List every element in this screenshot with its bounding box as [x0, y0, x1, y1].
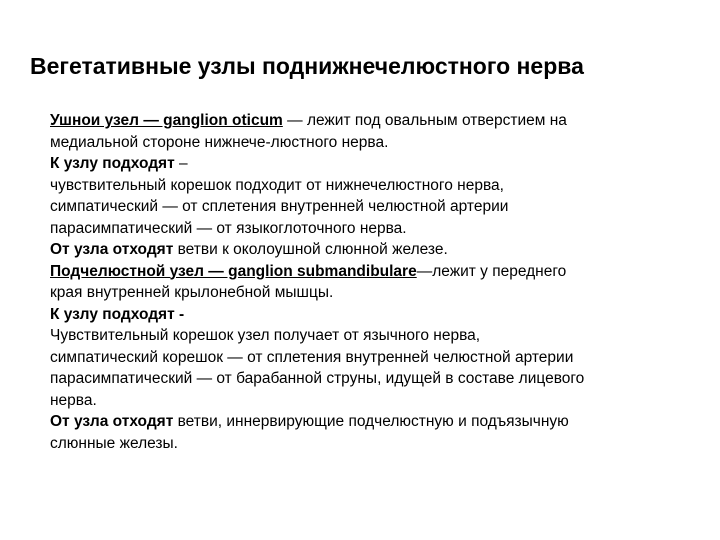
text-segment: симпатический корешок — от сплетения внутренней челюстной артерии [50, 348, 574, 366]
text-line [50, 433, 690, 455]
text-line [50, 218, 690, 240]
section-heading: Ушнои узел — ganglion oticum [50, 112, 283, 129]
text-segment: – [174, 155, 188, 172]
text-line [50, 196, 690, 218]
section-heading: Подчелюстной узел — ganglion submandibulare [50, 262, 417, 280]
text-line [50, 411, 690, 433]
slide-title: Вегетативные узлы поднижнечелюстного нерва [30, 53, 584, 79]
text-segment: ветви к околоушной слюнной железе. [173, 241, 448, 258]
text-line [50, 132, 690, 154]
text-segment: чувствительный корешок подходит от нижнечелюстного нерва, [50, 176, 504, 194]
text-line [50, 368, 690, 390]
text-line [50, 153, 690, 175]
text-line [50, 325, 690, 347]
bold-label: К узлу подходят [50, 155, 175, 172]
text-segment: парасимпатический — от языкоглоточного нерва. [50, 219, 407, 237]
text-line [50, 390, 690, 412]
text-segment: Чувствительный корешок узел получает от язычного нерва, [50, 327, 481, 344]
text-line [50, 110, 690, 132]
text-line [50, 239, 690, 261]
bold-label: К узлу подходят - [50, 305, 185, 323]
text-line [50, 175, 690, 197]
text-segment: слюнные железы. [50, 434, 178, 452]
bold-label: От узла отходят [50, 413, 174, 430]
text-line [50, 347, 690, 369]
slide-body-text [50, 110, 690, 454]
text-segment: края внутренней крылонебной мышцы. [50, 284, 334, 301]
text-segment: симпатический — от сплетения внутренней челюстной артерии [50, 198, 509, 215]
text-segment: парасимпатический — от барабанной струны, идущей в составе лицевого [50, 370, 585, 387]
text-line [50, 304, 690, 326]
text-segment: — лежит под овальным отверстием на [282, 112, 567, 129]
text-line [50, 261, 690, 283]
text-line [50, 282, 690, 304]
bold-label: От узла отходят [50, 241, 174, 258]
text-segment: —лежит у переднего [416, 262, 567, 280]
text-segment: медиальной стороне нижнече-люстного нерва. [50, 133, 389, 151]
text-segment: нерва. [50, 391, 97, 409]
text-segment: ветви, иннервирующие подчелюстную и подъязычную [173, 413, 569, 430]
